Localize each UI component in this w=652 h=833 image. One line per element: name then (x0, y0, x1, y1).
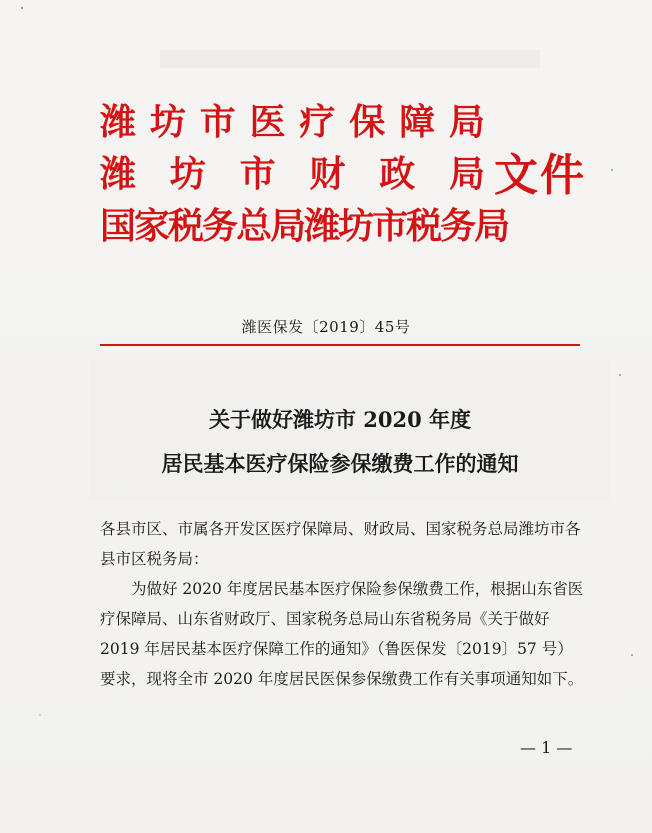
agency-char: 务 (440, 205, 475, 247)
addressee: 各县市区、市属各开发区医疗保障局、财政局、国家税务总局潍坊市各县市区税务局： (100, 520, 581, 568)
agency-char: 国 (100, 205, 135, 247)
agency-char: 市 (372, 205, 407, 247)
agency-char: 家 (134, 205, 169, 247)
agency-char: 务 (202, 205, 237, 247)
body-paragraph: 为做好 2020 年度居民基本医疗保险参保缴费工作，根据山东省医疗保障局、山东省财政厅、国家税务总局山东省税务局《关于做好 2019 年居民基本医疗保障工作的通知》（鲁医保发〔2019〕57 号）要求，现将全市 2020 年度居民医保参保缴费工作有关事项通知如下。 (100, 580, 584, 688)
agency-char: 潍 (100, 153, 137, 195)
agency-char: 局 (448, 101, 485, 143)
agency-char: 障 (399, 101, 436, 143)
agency-char: 疗 (299, 101, 336, 143)
agency-char: 税 (168, 205, 203, 247)
agency-char: 医 (249, 101, 286, 143)
document-number: 潍医保发〔2019〕45号 (241, 318, 411, 336)
agency-char: 坊 (149, 101, 186, 143)
agency-tax (100, 200, 509, 252)
agency-char: 税 (406, 205, 441, 247)
agency-char: 总 (236, 205, 271, 247)
page-number: — 1 — (520, 738, 573, 757)
agency-char: 潍 (100, 101, 137, 143)
notice-title-line-2: 居民基本医疗保险参保缴费工作的通知 (161, 451, 519, 476)
agency-char: 坊 (169, 153, 206, 195)
agency-char: 市 (239, 153, 276, 195)
agency-finance (100, 148, 485, 200)
agency-char: 财 (309, 153, 346, 195)
issuing-agencies (100, 96, 509, 252)
agency-char: 局 (448, 153, 485, 195)
agency-char: 坊 (338, 205, 373, 247)
agency-medical-security (100, 96, 485, 148)
agency-char: 保 (349, 101, 386, 143)
notice-title-line-1: 关于做好潍坊市 2020 年度 (208, 407, 472, 432)
document-label: 文件 (494, 150, 586, 201)
agency-char: 市 (199, 101, 236, 143)
agency-char: 潍 (304, 205, 339, 247)
agency-char: 局 (474, 205, 509, 247)
agency-char: 局 (270, 205, 305, 247)
agency-char: 政 (379, 153, 416, 195)
red-separator-line (100, 344, 580, 346)
